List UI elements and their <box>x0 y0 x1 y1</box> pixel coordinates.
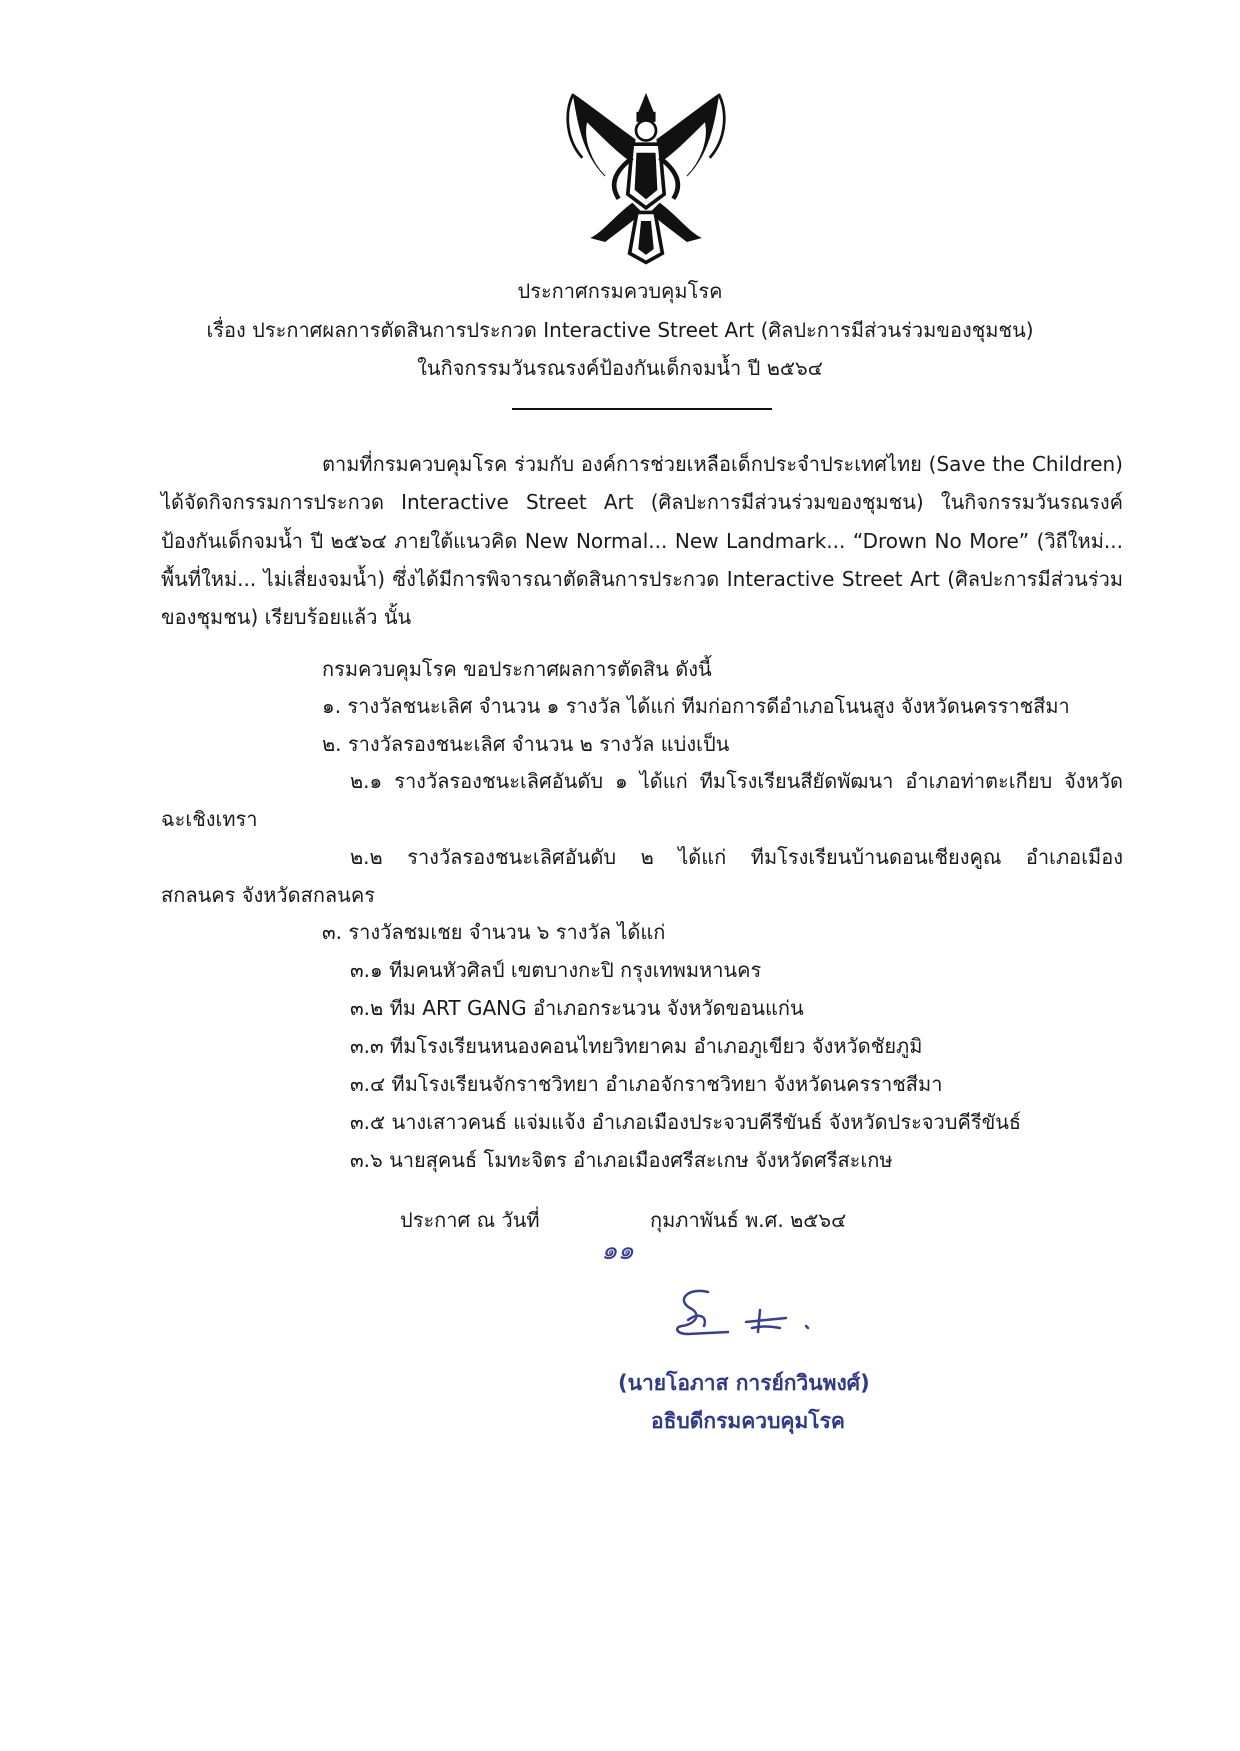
intro-line-4: พื้นที่ใหม่... ไม่เสี่ยงจมน้ำ) ซึ่งได้มีการพิจารณาตัดสินการประกวด Interactive Street Art (ศิลปะการมีส่วนร่วม <box>161 567 1123 591</box>
announce-line: กรมควบคุมโรค ขอประกาศผลการตัดสิน ดังนี้ <box>322 657 712 681</box>
award-item-2: ๒. รางวัลรองชนะเลิศ จำนวน ๒ รางวัล แบ่งเป็น <box>322 732 730 756</box>
award-item-1: ๑. รางวัลชนะเลิศ จำนวน ๑ รางวัล ได้แก่ ทีมก่อการดีอำเภอโนนสูง จังหวัดนครราชสีมา <box>322 694 1070 718</box>
award-item-3-3: ๓.๓ ทีมโรงเรียนหนองคอนไทยวิทยาคม อำเภอภูเขียว จังหวัดชัยภูมิ <box>350 1034 923 1058</box>
signature-mark-icon <box>668 1282 838 1344</box>
award-item-3-4: ๓.๔ ทีมโรงเรียนจักราชวิทยา อำเภอจักราชวิทยา จังหวัดนครราชสีมา <box>350 1072 943 1096</box>
date-day-handwritten: ๑๑ <box>601 1236 635 1266</box>
intro-line-2: ได้จัดกิจกรรมการประกวด Interactive Street Art (ศิลปะการมีส่วนร่วมของชุมชน) ในกิจกรรมวันรณรงค์ <box>161 490 1123 514</box>
award-item-2-1-cont: ฉะเชิงเทรา <box>161 807 258 831</box>
award-item-3: ๓. รางวัลชมเชย จำนวน ๖ รางวัล ได้แก่ <box>322 920 666 944</box>
award-item-2-2-cont: สกลนคร จังหวัดสกลนคร <box>161 883 375 907</box>
document-subject: เรื่อง ประกาศผลการตัดสินการประกวด Interactive Street Art (ศิลปะการมีส่วนร่วมของชุมชน) <box>206 318 1034 342</box>
document-title: ประกาศกรมควบคุมโรค <box>517 279 723 303</box>
date-prefix: ประกาศ ณ วันที่ <box>400 1208 540 1232</box>
award-item-3-6: ๓.๖ นายสุคนธ์ โมทะจิตร อำเภอเมืองศรีสะเกษ จังหวัดศรีสะเกษ <box>350 1148 893 1172</box>
garuda-emblem-icon <box>555 85 737 267</box>
award-item-3-5: ๓.๕ นางเสาวคนธ์ แจ่มแจ้ง อำเภอเมืองประจวบคีรีขันธ์ จังหวัดประจวบคีรีขันธ์ <box>350 1110 1022 1134</box>
award-item-2-2: ๒.๒ รางวัลรองชนะเลิศอันดับ ๒ ได้แก่ ทีมโรงเรียนบ้านดอนเชียงคูณ อำเภอเมือง <box>350 845 1123 869</box>
intro-line-3: ป้องกันเด็กจมน้ำ ปี ๒๕๖๔ ภายใต้แนวคิด New Normal... New Landmark... “Drown No More” (วิถีใหม่... <box>161 529 1123 553</box>
award-item-2-1: ๒.๑ รางวัลรองชนะเลิศอันดับ ๑ ได้แก่ ทีมโรงเรียนสียัดพัฒนา อำเภอท่าตะเกียบ จังหวัด <box>350 769 1123 793</box>
signatory-name: (นายโอภาส การย์กวินพงศ์) <box>618 1371 870 1395</box>
intro-line-5: ของชุมชน) เรียบร้อยแล้ว นั้น <box>161 605 412 629</box>
date-month-year: กุมภาพันธ์ พ.ศ. ๒๕๖๔ <box>650 1208 847 1232</box>
award-item-3-2: ๓.๒ ทีม ART GANG อำเภอกระนวน จังหวัดขอนแก่น <box>350 996 804 1020</box>
intro-line-1: ตามที่กรมควบคุมโรค ร่วมกับ องค์การช่วยเหลือเด็กประจำประเทศไทย (Save the Children) <box>322 452 1123 476</box>
award-item-3-1: ๓.๑ ทีมคนหัวศิลป์ เขตบางกะปิ กรุงเทพมหานคร <box>350 958 762 982</box>
title-divider <box>512 408 772 410</box>
document-subject-line2: ในกิจกรรมวันรณรงค์ป้องกันเด็กจมน้ำ ปี ๒๕๖๔ <box>417 356 823 380</box>
signatory-position: อธิบดีกรมควบคุมโรค <box>651 1409 845 1433</box>
